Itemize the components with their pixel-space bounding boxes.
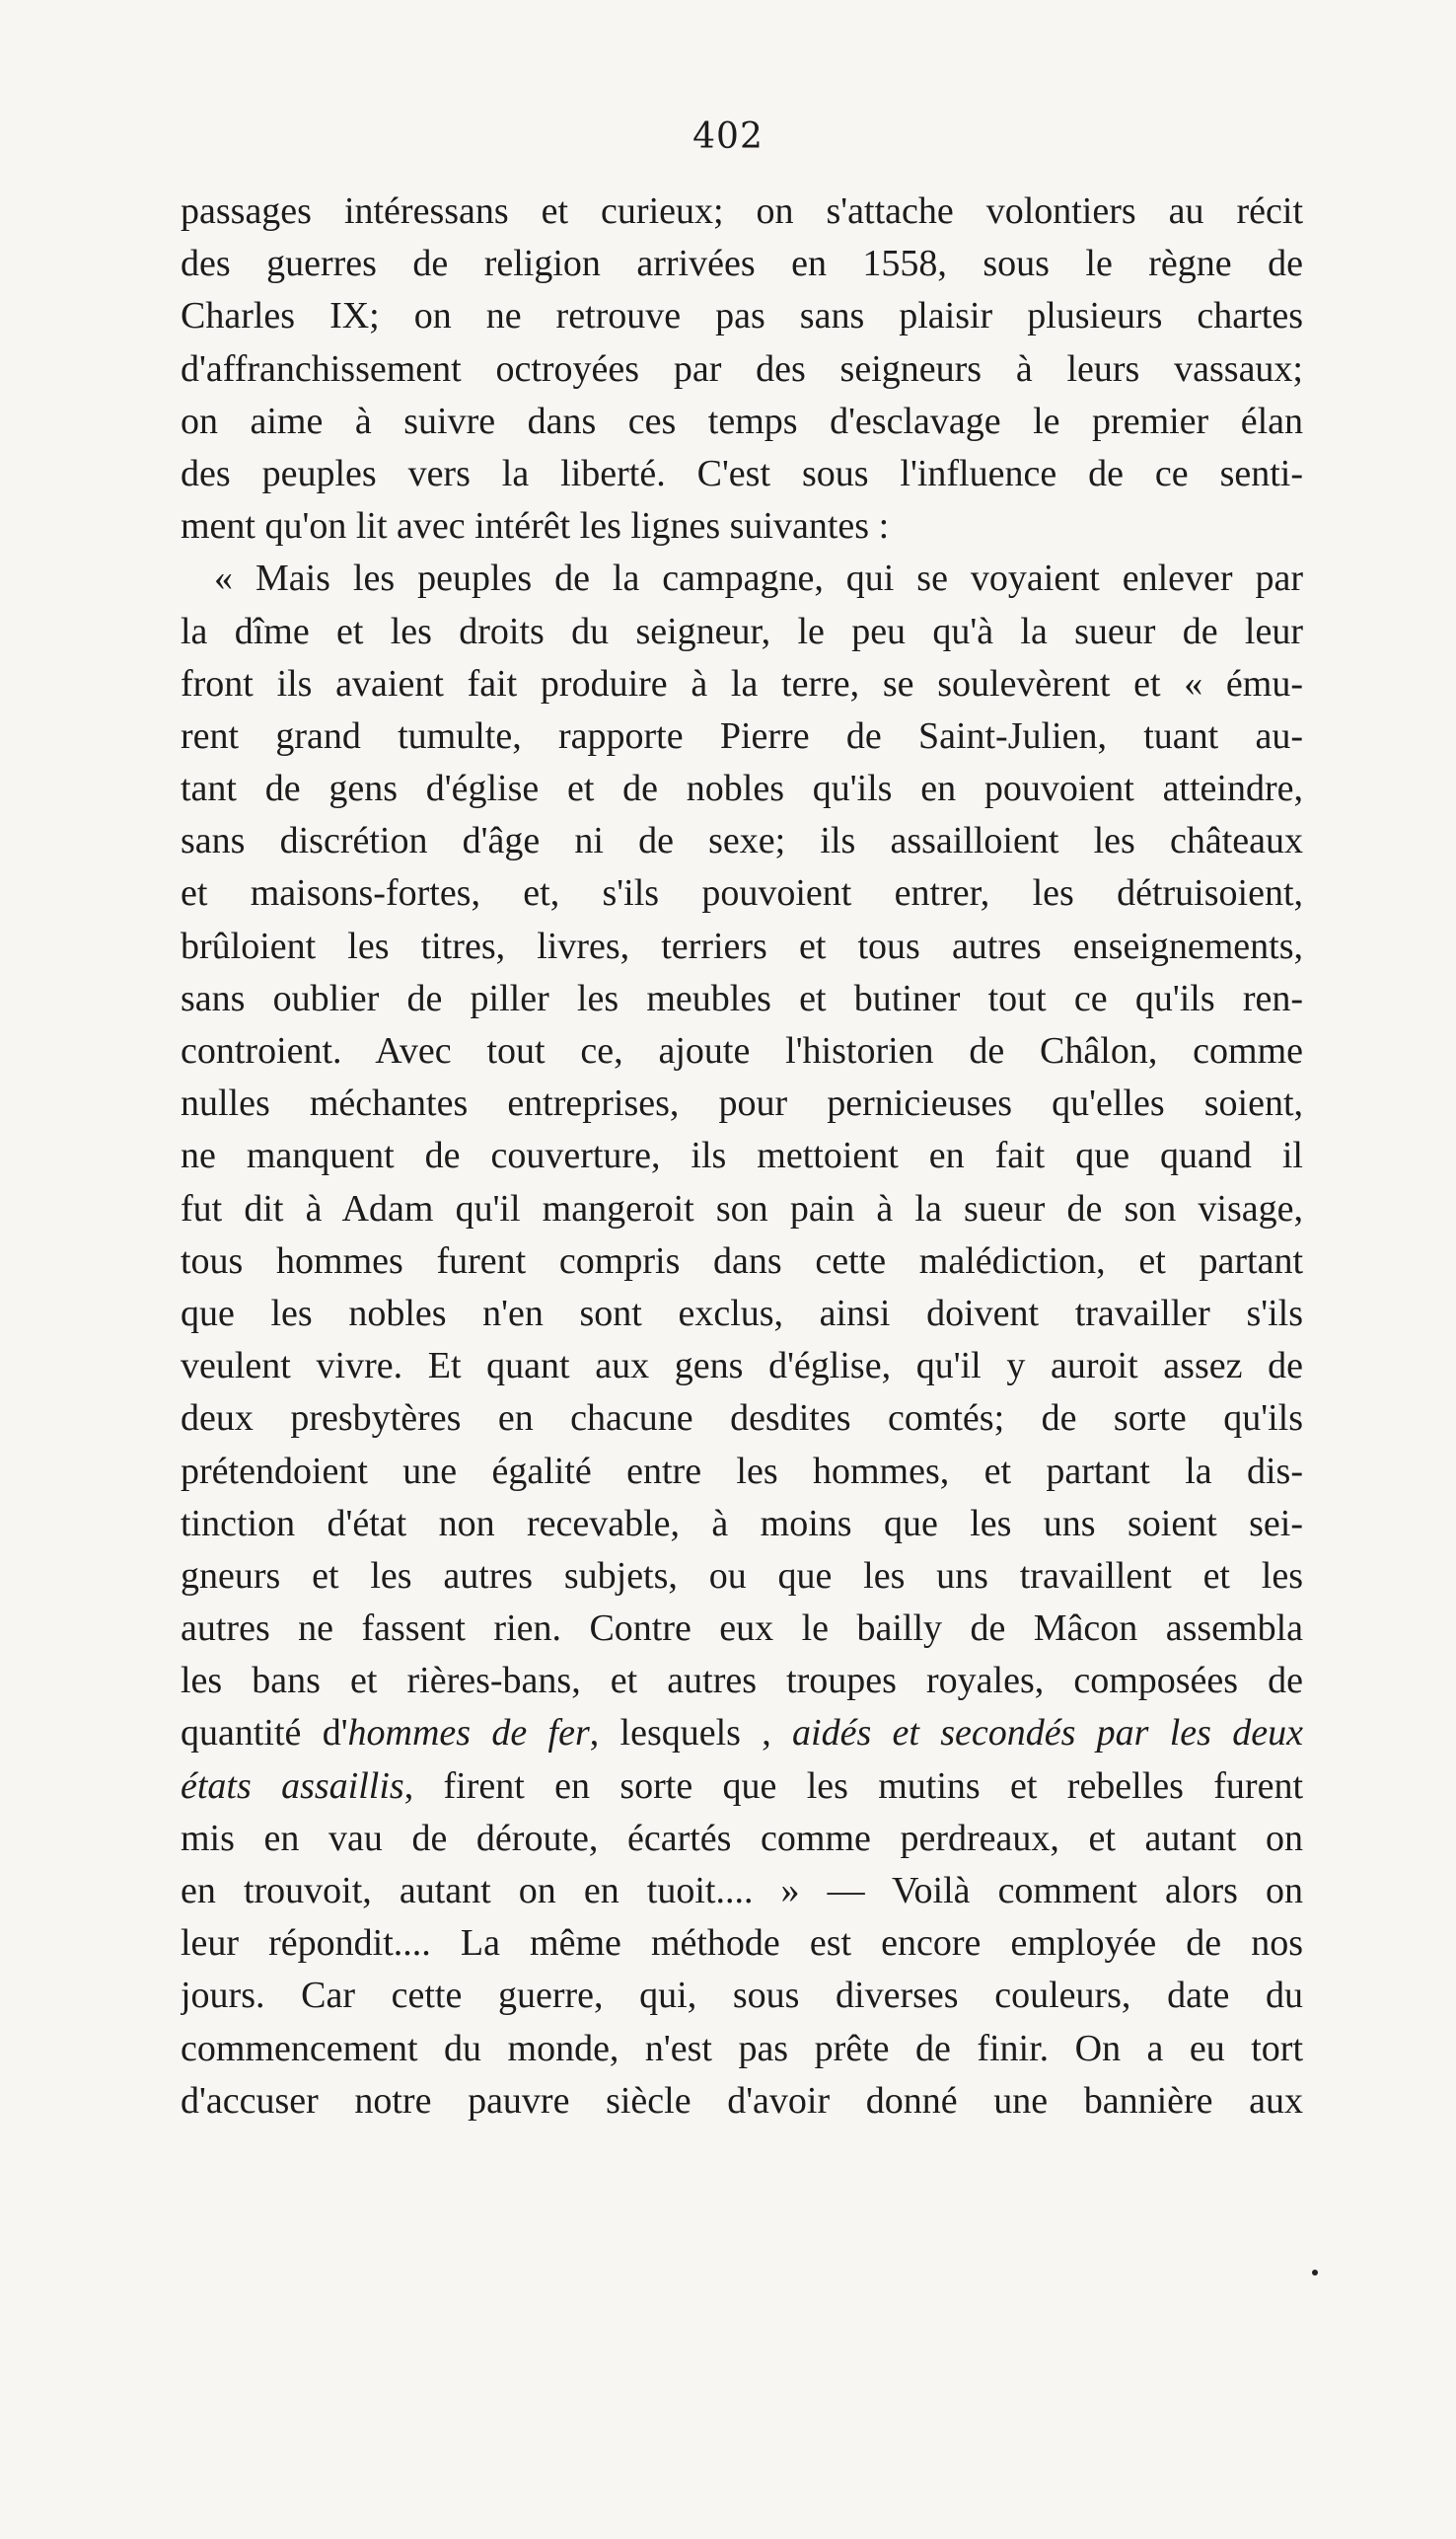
text-line: « Mais les peuples de la campagne, qui se voyaient enlever par bbox=[214, 558, 1303, 600]
text-line: des guerres de religion arrivées en 1558, sous le règne de bbox=[181, 243, 1303, 285]
text-segment: quantité d' bbox=[181, 1712, 348, 1755]
italic-phrase: hommes de fer bbox=[347, 1712, 590, 1755]
text-line: ment qu'on lit avec intérêt les lignes suivantes : bbox=[181, 505, 890, 548]
text-line: la dîme et les droits du seigneur, le peu qu'à la sueur de leur bbox=[181, 610, 1303, 652]
text-line: on aime à suivre dans ces temps d'esclavage le premier élan bbox=[181, 400, 1303, 442]
text-line: gneurs et les autres subjets, ou que les uns travaillent et les bbox=[181, 1554, 1303, 1597]
body-text bbox=[181, 186, 1303, 2128]
text-line: Charles IX; on ne retrouve pas sans plaisir plusieurs chartes bbox=[181, 295, 1303, 337]
text-line: front ils avaient fait produire à la terre, se soulevèrent et « ému- bbox=[181, 662, 1303, 705]
text-segment: , firent en sorte que les mutins et rebelles furent bbox=[403, 1764, 1303, 1807]
text-line: commencement du monde, n'est pas prête de finir. On a eu tort bbox=[181, 2027, 1303, 2069]
text-line: passages intéressans et curieux; on s'attache volontiers au récit bbox=[181, 190, 1303, 232]
page-number: 402 bbox=[692, 116, 764, 157]
text-line: tous hommes furent compris dans cette malédiction, et partant bbox=[181, 1239, 1303, 1282]
text-line: tinction d'état non recevable, à moins que les uns soient sei- bbox=[181, 1502, 1303, 1544]
text-line: les bans et rières-bans, et autres troupes royales, composées de bbox=[181, 1660, 1303, 1702]
text-line-mixed bbox=[181, 1760, 1303, 1813]
text-line: d'affranchissement octroyées par des seigneurs à leurs vassaux; bbox=[181, 347, 1303, 390]
text-line: tant de gens d'église et de nobles qu'ils en pouvoient atteindre, bbox=[181, 768, 1303, 810]
text-line: rent grand tumulte, rapporte Pierre de Saint-Julien, tuant au- bbox=[181, 714, 1303, 757]
ink-speck bbox=[1312, 2270, 1318, 2276]
text-line: controient. Avec tout ce, ajoute l'historien de Châlon, comme bbox=[181, 1030, 1303, 1072]
text-line: sans oublier de piller les meubles et butiner tout ce qu'ils ren- bbox=[181, 977, 1303, 1019]
text-line: mis en vau de déroute, écartés comme perdreaux, et autant on bbox=[181, 1817, 1303, 1859]
italic-phrase: aidés et secondés par les deux bbox=[792, 1712, 1303, 1755]
text-line: d'accuser notre pauvre siècle d'avoir donné une bannière aux bbox=[181, 2079, 1303, 2122]
text-line: et maisons-fortes, et, s'ils pouvoient entrer, les détruisoient, bbox=[181, 872, 1303, 915]
text-line: des peuples vers la liberté. C'est sous l'influence de ce senti- bbox=[181, 452, 1303, 494]
text-line: jours. Car cette guerre, qui, sous diverses couleurs, date du bbox=[181, 1975, 1303, 2017]
text-line: en trouvoit, autant on en tuoit.... » — Voilà comment alors on bbox=[181, 1870, 1303, 1911]
text-line: fut dit à Adam qu'il mangeroit son pain à la sueur de son visage, bbox=[181, 1187, 1303, 1230]
text-line: sans discrétion d'âge ni de sexe; ils assailloient les châteaux bbox=[181, 820, 1303, 862]
text-line: que les nobles n'en sont exclus, ainsi doivent travailler s'ils bbox=[181, 1292, 1303, 1334]
text-line: ne manquent de couverture, ils mettoient en fait que quand il bbox=[181, 1135, 1303, 1177]
text-segment: , lesquels , bbox=[589, 1712, 793, 1755]
text-line: autres ne fassent rien. Contre eux le bailly de Mâcon assembla bbox=[181, 1607, 1303, 1650]
text-line: brûloient les titres, livres, terriers et tous autres enseignements, bbox=[181, 925, 1303, 967]
text-line: nulles méchantes entreprises, pour pernicieuses qu'elles soient, bbox=[181, 1083, 1303, 1125]
text-line-mixed bbox=[181, 1707, 1303, 1759]
text-line: veulent vivre. Et quant aux gens d'église, qu'il y auroit assez de bbox=[181, 1345, 1303, 1387]
text-line: leur répondit.... La même méthode est encore employée de nos bbox=[181, 1922, 1303, 1965]
text-line: prétendoient une égalité entre les hommes, et partant la dis- bbox=[181, 1450, 1303, 1492]
text-line: deux presbytères en chacune desdites comtés; de sorte qu'ils bbox=[181, 1397, 1303, 1440]
italic-phrase: états assaillis bbox=[181, 1764, 404, 1807]
